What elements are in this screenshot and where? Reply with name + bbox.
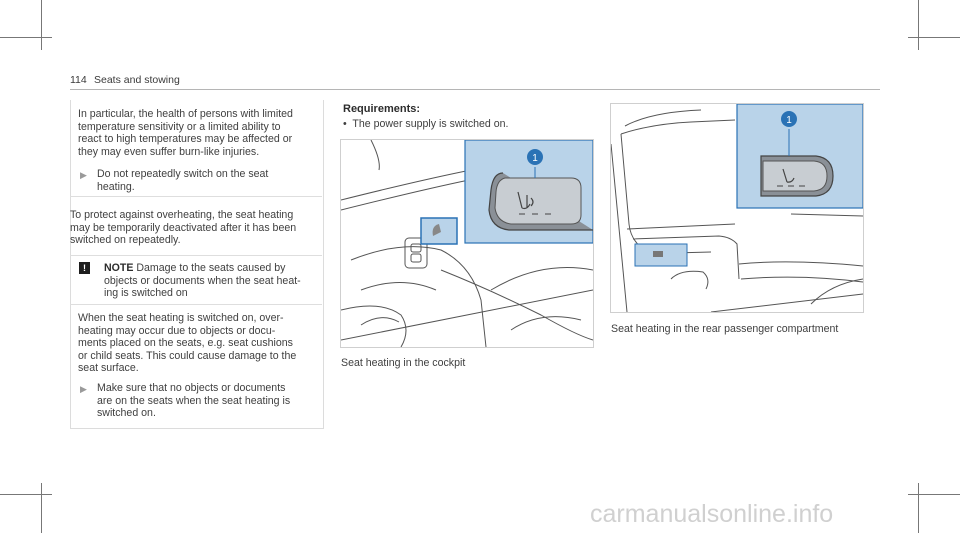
header-rule <box>70 89 880 90</box>
text-line: heating may occur due to objects or docu- <box>78 324 276 337</box>
requirements-item <box>343 118 508 131</box>
text-line: heating. <box>97 180 135 193</box>
text-line: switched on repeatedly. <box>70 234 181 247</box>
text-line: may be temporarily deactivated after it has been <box>70 221 297 234</box>
step-arrow-icon: ▶ <box>80 384 87 394</box>
requirements-title: Requirements: <box>343 103 421 115</box>
step-text <box>97 382 290 420</box>
text-line: they may even suffer burn-like injuries. <box>78 145 260 158</box>
note-heading <box>104 262 301 300</box>
text-line: To protect against overheating, the seat heating <box>70 209 294 221</box>
crop-mark <box>908 494 960 495</box>
callout-number: 1 <box>786 115 792 126</box>
text-line: objects or documents when the seat heat- <box>104 274 301 287</box>
text-line: are on the seats when the seat heating is <box>97 394 291 407</box>
text-line: Make sure that no objects or documents <box>97 382 286 394</box>
rear-figure <box>610 103 864 313</box>
crop-mark <box>908 37 960 38</box>
rear-compartment-illustration <box>611 104 863 312</box>
note-top-border <box>70 255 322 256</box>
page-number: 114 <box>70 74 87 86</box>
step-arrow-icon: ▶ <box>80 170 87 180</box>
text-line: ments placed on the seats, e.g. seat cushions <box>78 337 293 350</box>
text-line: switched on. <box>97 407 156 420</box>
bullet-icon: • <box>343 118 347 130</box>
page-header <box>70 74 880 88</box>
crop-mark <box>918 483 919 533</box>
crop-mark <box>41 483 42 533</box>
rear-caption: Seat heating in the rear passenger compartment <box>611 323 839 335</box>
text-line: ing is switched on <box>104 287 188 300</box>
box-bottom-border <box>70 196 322 197</box>
text-line: In particular, the health of persons with limited <box>78 108 293 120</box>
note-title: NOTE <box>104 262 134 274</box>
text-line: temperature sensitivity or a limited ability to <box>78 120 281 133</box>
crop-mark <box>0 494 52 495</box>
cockpit-illustration <box>341 140 593 347</box>
text-line: Do not repeatedly switch on the seat <box>97 168 269 180</box>
protect-text <box>70 209 296 247</box>
callout-number: 1 <box>532 153 538 164</box>
text-line: or child seats. This could cause damage to the <box>78 349 297 362</box>
step-text <box>97 168 268 193</box>
note-title-rest: Damage to the seats caused by <box>136 262 286 274</box>
crop-mark <box>41 0 42 50</box>
text-line: react to high temperatures may be affected or <box>78 133 293 146</box>
watermark: carmanualsonline.info <box>590 500 834 528</box>
note-body <box>78 312 296 375</box>
text-line: seat surface. <box>78 362 139 375</box>
crop-mark <box>918 0 919 50</box>
cockpit-caption: Seat heating in the cockpit <box>341 357 466 369</box>
intro-text <box>78 108 293 158</box>
warning-icon: ! <box>79 262 90 274</box>
section-title: Seats and stowing <box>94 74 180 86</box>
requirement-text: The power supply is switched on. <box>352 118 509 130</box>
note-divider <box>70 304 322 305</box>
crop-mark <box>0 37 52 38</box>
cockpit-figure <box>340 139 594 348</box>
text-line: When the seat heating is switched on, over- <box>78 312 284 324</box>
